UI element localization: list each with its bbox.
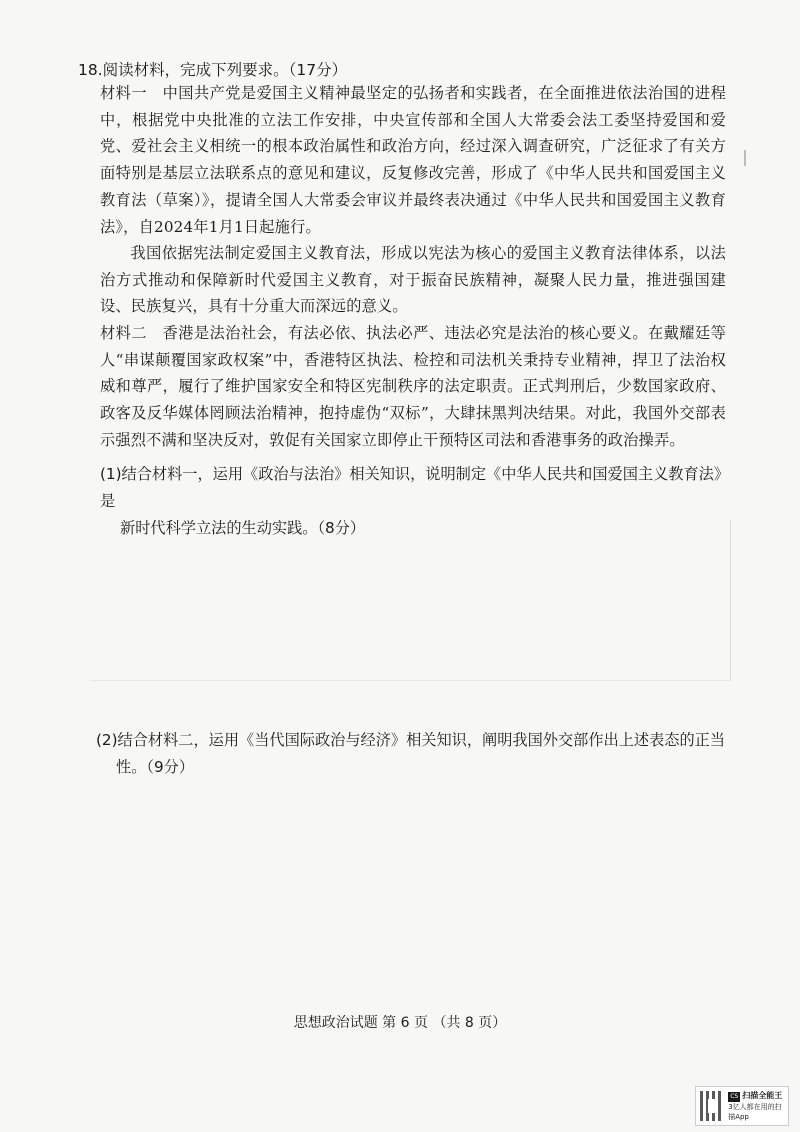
- scanner-watermark: [695, 1086, 789, 1126]
- scanner-brand: 扫描全能王: [742, 1090, 783, 1100]
- sub-question-1-line-2: 新时代科学立法的生动实践。（8分）: [120, 519, 366, 537]
- material-1: [100, 80, 726, 240]
- material-1-paragraph-2: 我国依据宪法制定爱国主义教育法，形成以宪法为核心的爱国主义教育法律体系，以法治方式推动和保障新时代爱国主义教育，对于振奋民族精神，凝聚人民力量，推进强国建设、民族复兴，具有十分重大而深远的意义。: [100, 244, 726, 316]
- answer-area-1[interactable]: [90, 520, 731, 681]
- material-2-text: 香港是法治社会，有法必依、执法必严、违法必究是法治的核心要义。在戴耀廷等人“串谋颠覆国家政权案”中，香港特区执法、检控和司法机关秉持专业精神，捍卫了法治权威和尊严，履行了维护国家安全和特区宪制秩序的法定职责。正式判刑后，少数国家政府、政客及反华媒体罔顾法治精神，抱持虚伪“双标”，大肆抹黑判决结果。对此，我国外交部表示强烈不满和坚决反对，敦促有关国家立即停止干预特区司法和香港事务的政治操弄。: [100, 324, 727, 449]
- material-2: [100, 320, 726, 454]
- sub-question-2: [96, 727, 736, 781]
- qr-code-icon: [700, 1091, 724, 1121]
- material-1-paragraph-1: 中国共产党是爱国主义精神最坚定的弘扬者和实践者，在全面推进依法治国的进程中，根据党中央批准的立法工作安排，中央宣传部和全国人大常委会法工委坚持爱国和爱党、爱社会主义相统一的根本政治属性和政治方向，经过深入调查研究，广泛征求了有关方面特别是基层立法联系点的意见和建议，反复修改完善，形成了《中华人民共和国爱国主义教育法（草案）》，提请全国人大常委会审议并最终表决通过《中华人民共和国爱国主义教育法》，自2024年1月1日起施行。: [100, 84, 727, 236]
- material-1-label: 材料一: [100, 84, 147, 102]
- scanner-badge-text: [728, 1091, 788, 1122]
- sub-question-2-number: (2): [96, 731, 118, 749]
- sub-question-2-line-2: 性。（9分）: [116, 758, 195, 776]
- scanner-slogan: 3亿人都在用的扫描App: [728, 1102, 782, 1121]
- sub-question-1-line-1: 结合材料一，运用《政治与法治》相关知识，说明制定《中华人民共和国爱国主义教育法》是: [100, 465, 730, 510]
- cs-logo-icon: CS: [730, 1092, 739, 1100]
- margin-mark: [744, 150, 746, 166]
- material-2-label: 材料二: [100, 324, 147, 342]
- sub-question-1-number: (1): [100, 465, 122, 483]
- page-footer: 思想政治试题 第 6 页 （共 8 页）: [293, 1015, 507, 1031]
- question-header: 18.阅读材料，完成下列要求。（17分）: [78, 61, 348, 79]
- sub-question-2-line-1: 结合材料二，运用《当代国际政治与经济》相关知识，阐明我国外交部作出上述表态的正当: [117, 731, 726, 749]
